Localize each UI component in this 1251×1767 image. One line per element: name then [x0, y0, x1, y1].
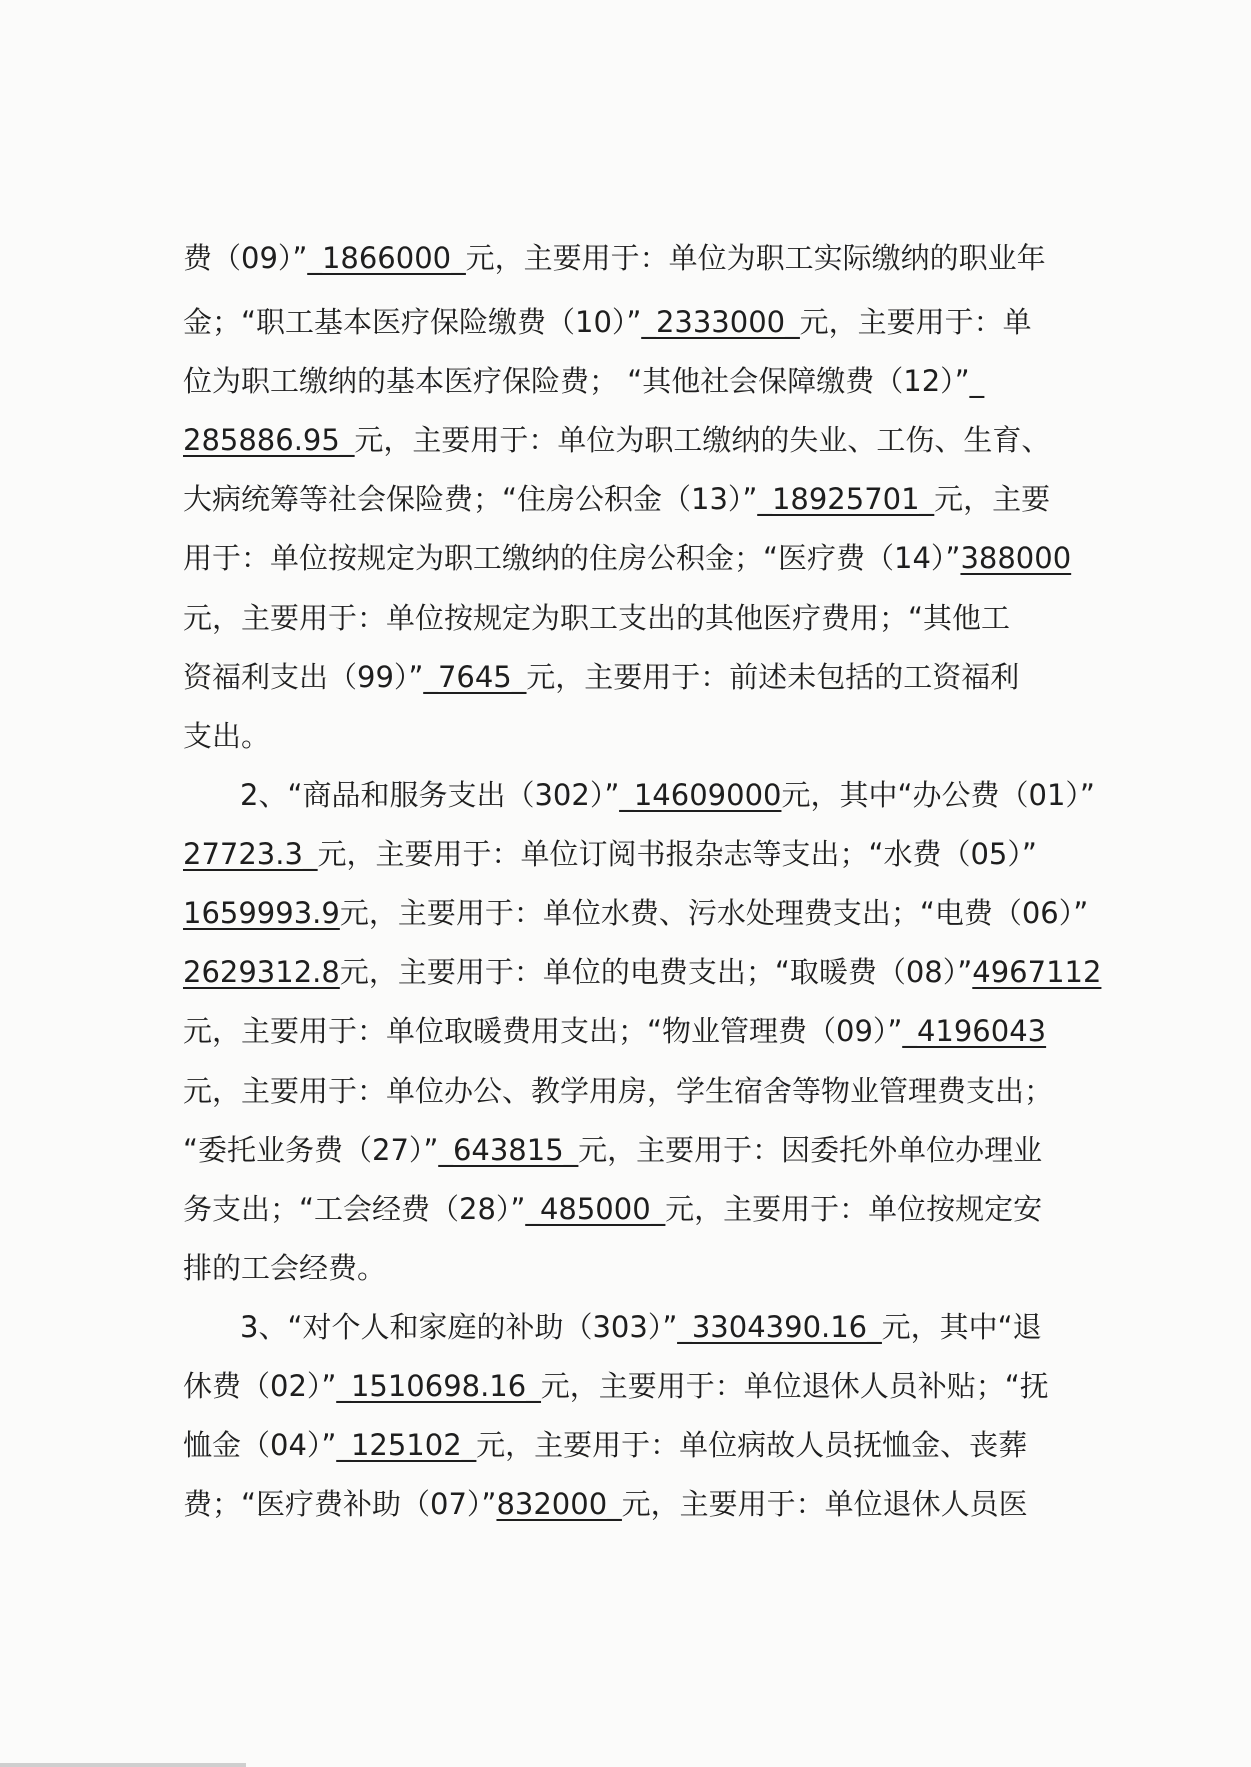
text-segment: “委托业务费（27）”	[183, 1133, 439, 1167]
text-segment: 元，主要用于：单位订阅书报杂志等支出；“水费（05）”	[317, 837, 1037, 871]
text-segment: 用于：单位按规定为职工缴纳的住房公积金；“医疗费（14）”	[183, 541, 961, 575]
text-line-4	[0, 420, 1251, 460]
text-line-1	[0, 238, 1251, 278]
text-segment: 元，其中“退	[881, 1310, 1042, 1344]
text-segment: 2、“商品和服务支出（302）”	[240, 778, 620, 812]
text-segment: 元，其中“办公费（01）”	[781, 778, 1095, 812]
text-line-11	[0, 834, 1251, 874]
text-line-19	[0, 1307, 1251, 1347]
scan-edge-mark	[0, 1763, 246, 1767]
text-line-8	[0, 657, 1251, 697]
text-segment: 3、“对个人和家庭的补助（303）”	[240, 1310, 678, 1344]
text-segment: 元，主要用于：单位水费、污水处理费支出；“电费（06）”	[339, 896, 1089, 930]
text-line-14	[0, 1011, 1251, 1051]
text-line-13	[0, 952, 1251, 992]
text-segment: 元，主要用于：单	[799, 305, 1032, 339]
amount-field: _643815_	[438, 1133, 579, 1167]
amount-field: _14609000	[619, 778, 782, 812]
text-line-2	[0, 302, 1251, 342]
amount-field: _485000_	[525, 1192, 666, 1226]
text-segment: 恤金（04）”	[183, 1428, 337, 1462]
text-line-10	[0, 775, 1251, 815]
text-segment: 金；“职工基本医疗保险缴费（10）”	[183, 305, 642, 339]
text-line-12	[0, 893, 1251, 933]
text-segment: 元，主要用于：单位按规定安	[665, 1192, 1043, 1226]
amount-field: 2629312.8	[183, 955, 340, 989]
text-segment: 排的工会经费。	[183, 1251, 387, 1285]
text-segment: 元，主要用于：单位办公、教学用房，学生宿舍等物业管理费支出；	[183, 1074, 1054, 1108]
text-line-17	[0, 1189, 1251, 1229]
text-segment: 元，主要用于：单位按规定为职工支出的其他医疗费用；“其他工	[183, 601, 1011, 635]
amount-field: 27723.3_	[183, 837, 318, 871]
amount-field: _3304390.16_	[677, 1310, 882, 1344]
amount-field: 285886.95_	[183, 423, 355, 457]
text-line-15	[0, 1071, 1251, 1111]
text-segment: 大病统筹等社会保险费；“住房公积金（13）”	[183, 482, 758, 516]
amount-field: _1510698.16_	[336, 1369, 541, 1403]
text-line-7	[0, 598, 1251, 638]
amount-field: _125102_	[336, 1428, 477, 1462]
text-segment: 费；“医疗费补助（07）”	[183, 1487, 497, 1521]
text-segment: 元，主要用于：单位退休人员补贴；“抚	[540, 1369, 1049, 1403]
text-line-6	[0, 538, 1251, 578]
text-segment: 支出。	[183, 719, 271, 753]
text-segment: 元，主要用于：单位病故人员抚恤金、丧葬	[476, 1428, 1028, 1462]
text-line-5	[0, 479, 1251, 519]
text-segment: 元，主要	[934, 482, 1051, 516]
amount-field: 388000	[960, 541, 1072, 575]
amount-field: _1866000_	[307, 241, 466, 275]
text-segment: 资福利支出（99）”	[183, 660, 424, 694]
text-segment: 元，主要用于：单位为职工缴纳的失业、工伤、生育、	[354, 423, 1051, 457]
amount-field: _18925701_	[757, 482, 935, 516]
amount-field: _4196043	[902, 1014, 1047, 1048]
amount-field: _2333000_	[641, 305, 800, 339]
text-segment: 费（09）”	[183, 241, 308, 275]
amount-field: 1659993.9	[183, 896, 340, 930]
text-line-21	[0, 1425, 1251, 1465]
text-segment: 元，主要用于：单位为职工实际缴纳的职业年	[465, 241, 1046, 275]
text-line-16	[0, 1130, 1251, 1170]
text-segment: 元，主要用于：单位取暖费用支出；“物业管理费（09）”	[183, 1014, 903, 1048]
text-segment: 位为职工缴纳的基本医疗保险费； “其他社会保障缴费（12）”_	[183, 364, 985, 398]
text-line-9	[0, 716, 1251, 756]
text-segment: 务支出；“工会经费（28）”	[183, 1192, 526, 1226]
amount-field: _7645_	[423, 660, 527, 694]
text-segment: 元，主要用于：单位退休人员医	[621, 1487, 1028, 1521]
text-segment: 休费（02）”	[183, 1369, 337, 1403]
text-line-18	[0, 1248, 1251, 1288]
amount-field: 4967112	[972, 955, 1102, 989]
text-line-22	[0, 1484, 1251, 1524]
text-segment: 元，主要用于：前述未包括的工资福利	[526, 660, 1020, 694]
text-line-20	[0, 1366, 1251, 1406]
text-segment: 元，主要用于：单位的电费支出；“取暖费（08）”	[339, 955, 973, 989]
amount-field: 832000_	[496, 1487, 622, 1521]
text-line-3	[0, 361, 1251, 401]
text-segment: 元，主要用于：因委托外单位办理业	[578, 1133, 1043, 1167]
